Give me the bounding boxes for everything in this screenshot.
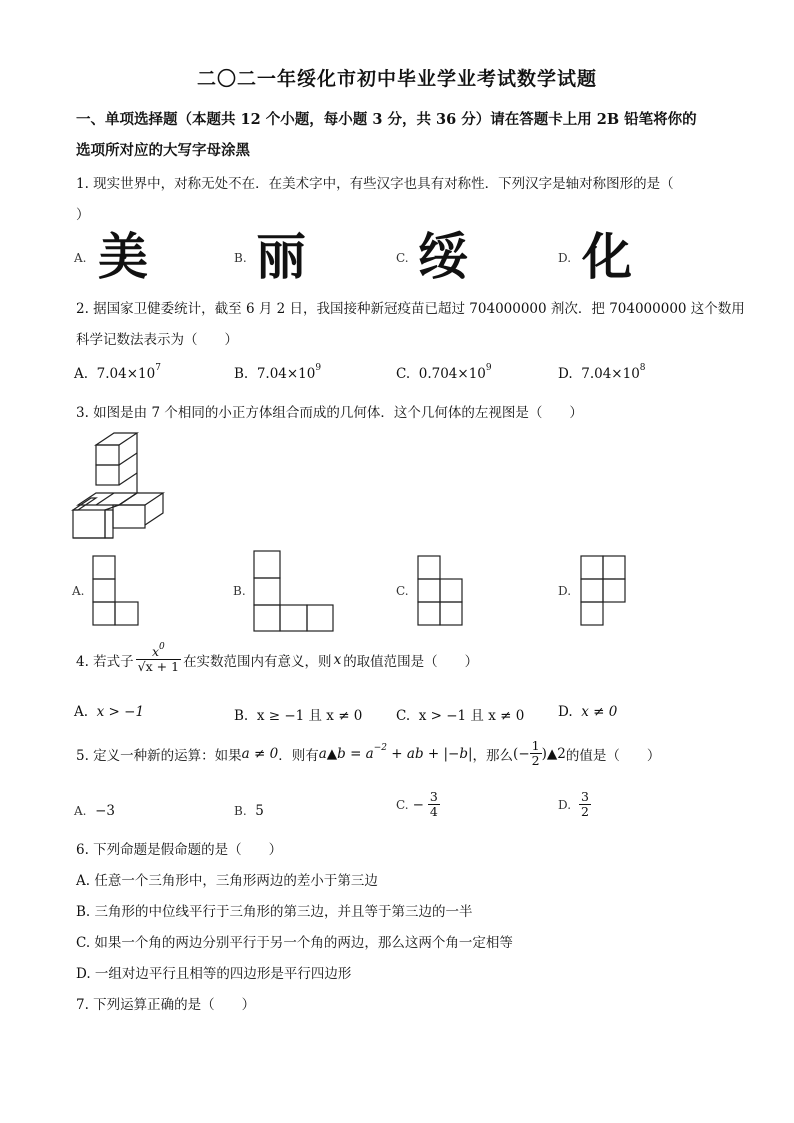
q1-option-d-glyph[interactable]: 化 [582, 228, 632, 286]
q7-stem: 7. 下列运算正确的是（ ） [76, 997, 256, 1013]
q2-option-d-base: 7.04×10 [581, 366, 640, 382]
q5-expr-fraction [530, 739, 542, 769]
q4-fraction [136, 642, 181, 675]
q5-option-d-label: D. [558, 797, 572, 812]
q4-option-b-text: x ≥ −1 且 x ≠ 0 [256, 708, 363, 724]
q4-option-a-text: x > −1 [96, 704, 145, 720]
q5-expr-post: )▲2 [541, 745, 566, 762]
q5-option-c-den: 4 [429, 804, 438, 820]
q3-stem: 3. 如图是由 7 个相同的小正方体组合而成的几何体．这个几何体的左视图是（ ） [76, 405, 583, 421]
q4-var: x [333, 651, 342, 668]
q1-option-a-label[interactable]: A. [74, 251, 87, 265]
q5-expr-num: 1 [531, 738, 540, 753]
q2-option-a-exp: 7 [155, 363, 161, 373]
q5-mid: ．则有 [278, 747, 319, 764]
q5-option-d-num: 3 [581, 789, 589, 804]
q4-prefix: 4. 若式子 [76, 653, 134, 670]
q4-option-d-label: D. [558, 704, 573, 720]
q5-mid2: ，那么 [472, 747, 514, 764]
page-title: 二〇二一年绥化市初中毕业学业考试数学试题 [196, 68, 597, 90]
q1-option-b-glyph[interactable]: 丽 [256, 228, 306, 286]
q5-option-c[interactable] [396, 790, 440, 820]
q4-num-base: x [151, 644, 160, 659]
q5-expr-den: 2 [531, 753, 540, 769]
q6-option-d[interactable]: D. 一组对边平行且相等的四边形是平行四边形 [76, 966, 352, 982]
q5-suffix: 的值是（ ） [565, 747, 661, 764]
q4-num-exp: 0 [159, 642, 165, 652]
q5-option-c-fraction [428, 790, 440, 820]
q1-stem-line2: ） [76, 207, 90, 223]
q5-formula-exp: −2 [373, 742, 388, 753]
q6-option-b[interactable]: B. 三角形的中位线平行于三角形的第三边，并且等于第三边的一半 [76, 904, 473, 920]
q2-stem-line2: 科学记数法表示为（ ） [76, 332, 238, 348]
q1-option-c-label[interactable]: C. [396, 251, 409, 265]
q5-option-d-den: 2 [581, 804, 589, 820]
q5-option-a-text: −3 [95, 803, 115, 819]
q4-option-c-label: C. [396, 708, 411, 724]
q1-stem-line1: 1. 现实世界中，对称无处不在．在美术字中，有些汉字也具有对称性．下列汉字是轴对称图形的是（ [76, 176, 674, 192]
q4-stem [76, 642, 479, 675]
q1-option-b-label[interactable]: B. [234, 251, 247, 265]
q2-option-a-label: A. [74, 366, 89, 382]
q5-option-c-sign: − [412, 796, 424, 813]
q4-option-b[interactable] [234, 704, 362, 724]
q5-option-b-label: B. [234, 804, 247, 818]
q4-option-b-label: B. [234, 708, 249, 724]
q2-option-c-base: 0.704×10 [418, 366, 486, 382]
q6-stem: 6. 下列命题是假命题的是（ ） [76, 842, 283, 858]
q1-option-c-glyph[interactable]: 绥 [418, 228, 468, 286]
q2-stem-line1: 2. 据国家卫健委统计，截至 6 月 2 日，我国接种新冠疫苗已超过 704000000 剂次．把 704000000 这个数用 [76, 301, 745, 317]
q5-formula-b: + ab + |−b| [387, 745, 473, 762]
q2-option-b-base: 7.04×10 [256, 366, 316, 382]
q4-suffix-b: 的取值范围是（ ） [343, 653, 479, 670]
q2-option-b-exp: 9 [315, 363, 322, 373]
q5-formula-a: a▲b = a [318, 745, 374, 762]
q5-option-d-fraction [579, 790, 591, 820]
q4-option-c[interactable] [396, 704, 524, 724]
q6-option-a[interactable]: A. 任意一个三角形中，三角形两边的差小于第三边 [76, 873, 378, 889]
q5-formula [318, 742, 473, 762]
q5-option-b-text: 5 [255, 803, 264, 819]
q5-option-d[interactable] [558, 790, 591, 820]
section-header-line2: 选项所对应的大写字母涂黑 [76, 142, 250, 159]
q4-option-d[interactable] [558, 704, 617, 720]
q2-option-c-exp: 9 [485, 363, 492, 373]
q2-option-d-label: D. [558, 366, 573, 382]
q5-option-c-label: C. [396, 797, 409, 812]
q5-expr-pre: (− [513, 745, 530, 762]
q5-stem [76, 739, 660, 769]
q5-option-c-num: 3 [429, 789, 438, 804]
q4-den: √x + 1 [137, 659, 180, 675]
q1-option-d-label[interactable]: D. [558, 251, 572, 265]
q2-option-c-label: C. [396, 366, 411, 382]
q5-cond: a ≠ 0 [241, 745, 279, 762]
q4-suffix-a: 在实数范围内有意义，则 [183, 653, 332, 670]
q4-option-d-text: x ≠ 0 [581, 704, 618, 720]
q2-option-d-exp: 8 [639, 363, 646, 373]
q3-option-c-label[interactable]: C. [396, 584, 409, 598]
q2-option-b-label: B. [234, 366, 249, 382]
q4-option-c-text: x > −1 且 x ≠ 0 [418, 708, 525, 724]
q1-option-a-glyph[interactable]: 美 [98, 228, 148, 286]
q5-option-a[interactable] [74, 803, 115, 819]
q5-option-b[interactable] [234, 803, 264, 819]
q3-option-b-label[interactable]: B. [233, 584, 246, 598]
q4-option-a[interactable] [74, 704, 144, 720]
q3-option-d-label[interactable]: D. [558, 584, 572, 598]
q3-option-a-label[interactable]: A. [72, 584, 85, 598]
q2-option-a-base: 7.04×10 [96, 366, 156, 382]
q4-option-a-label: A. [74, 704, 89, 720]
section-header-line1: 一、单项选择题（本题共 12 个小题，每小题 3 分，共 36 分）请在答题卡上用 2B 铅笔将你的 [76, 111, 697, 128]
q5-option-a-label: A. [74, 804, 87, 818]
q5-prefix: 5. 定义一种新的运算：如果 [76, 747, 242, 764]
q6-option-c[interactable]: C. 如果一个角的两边分别平行于另一个角的两边，那么这两个角一定相等 [76, 935, 513, 951]
